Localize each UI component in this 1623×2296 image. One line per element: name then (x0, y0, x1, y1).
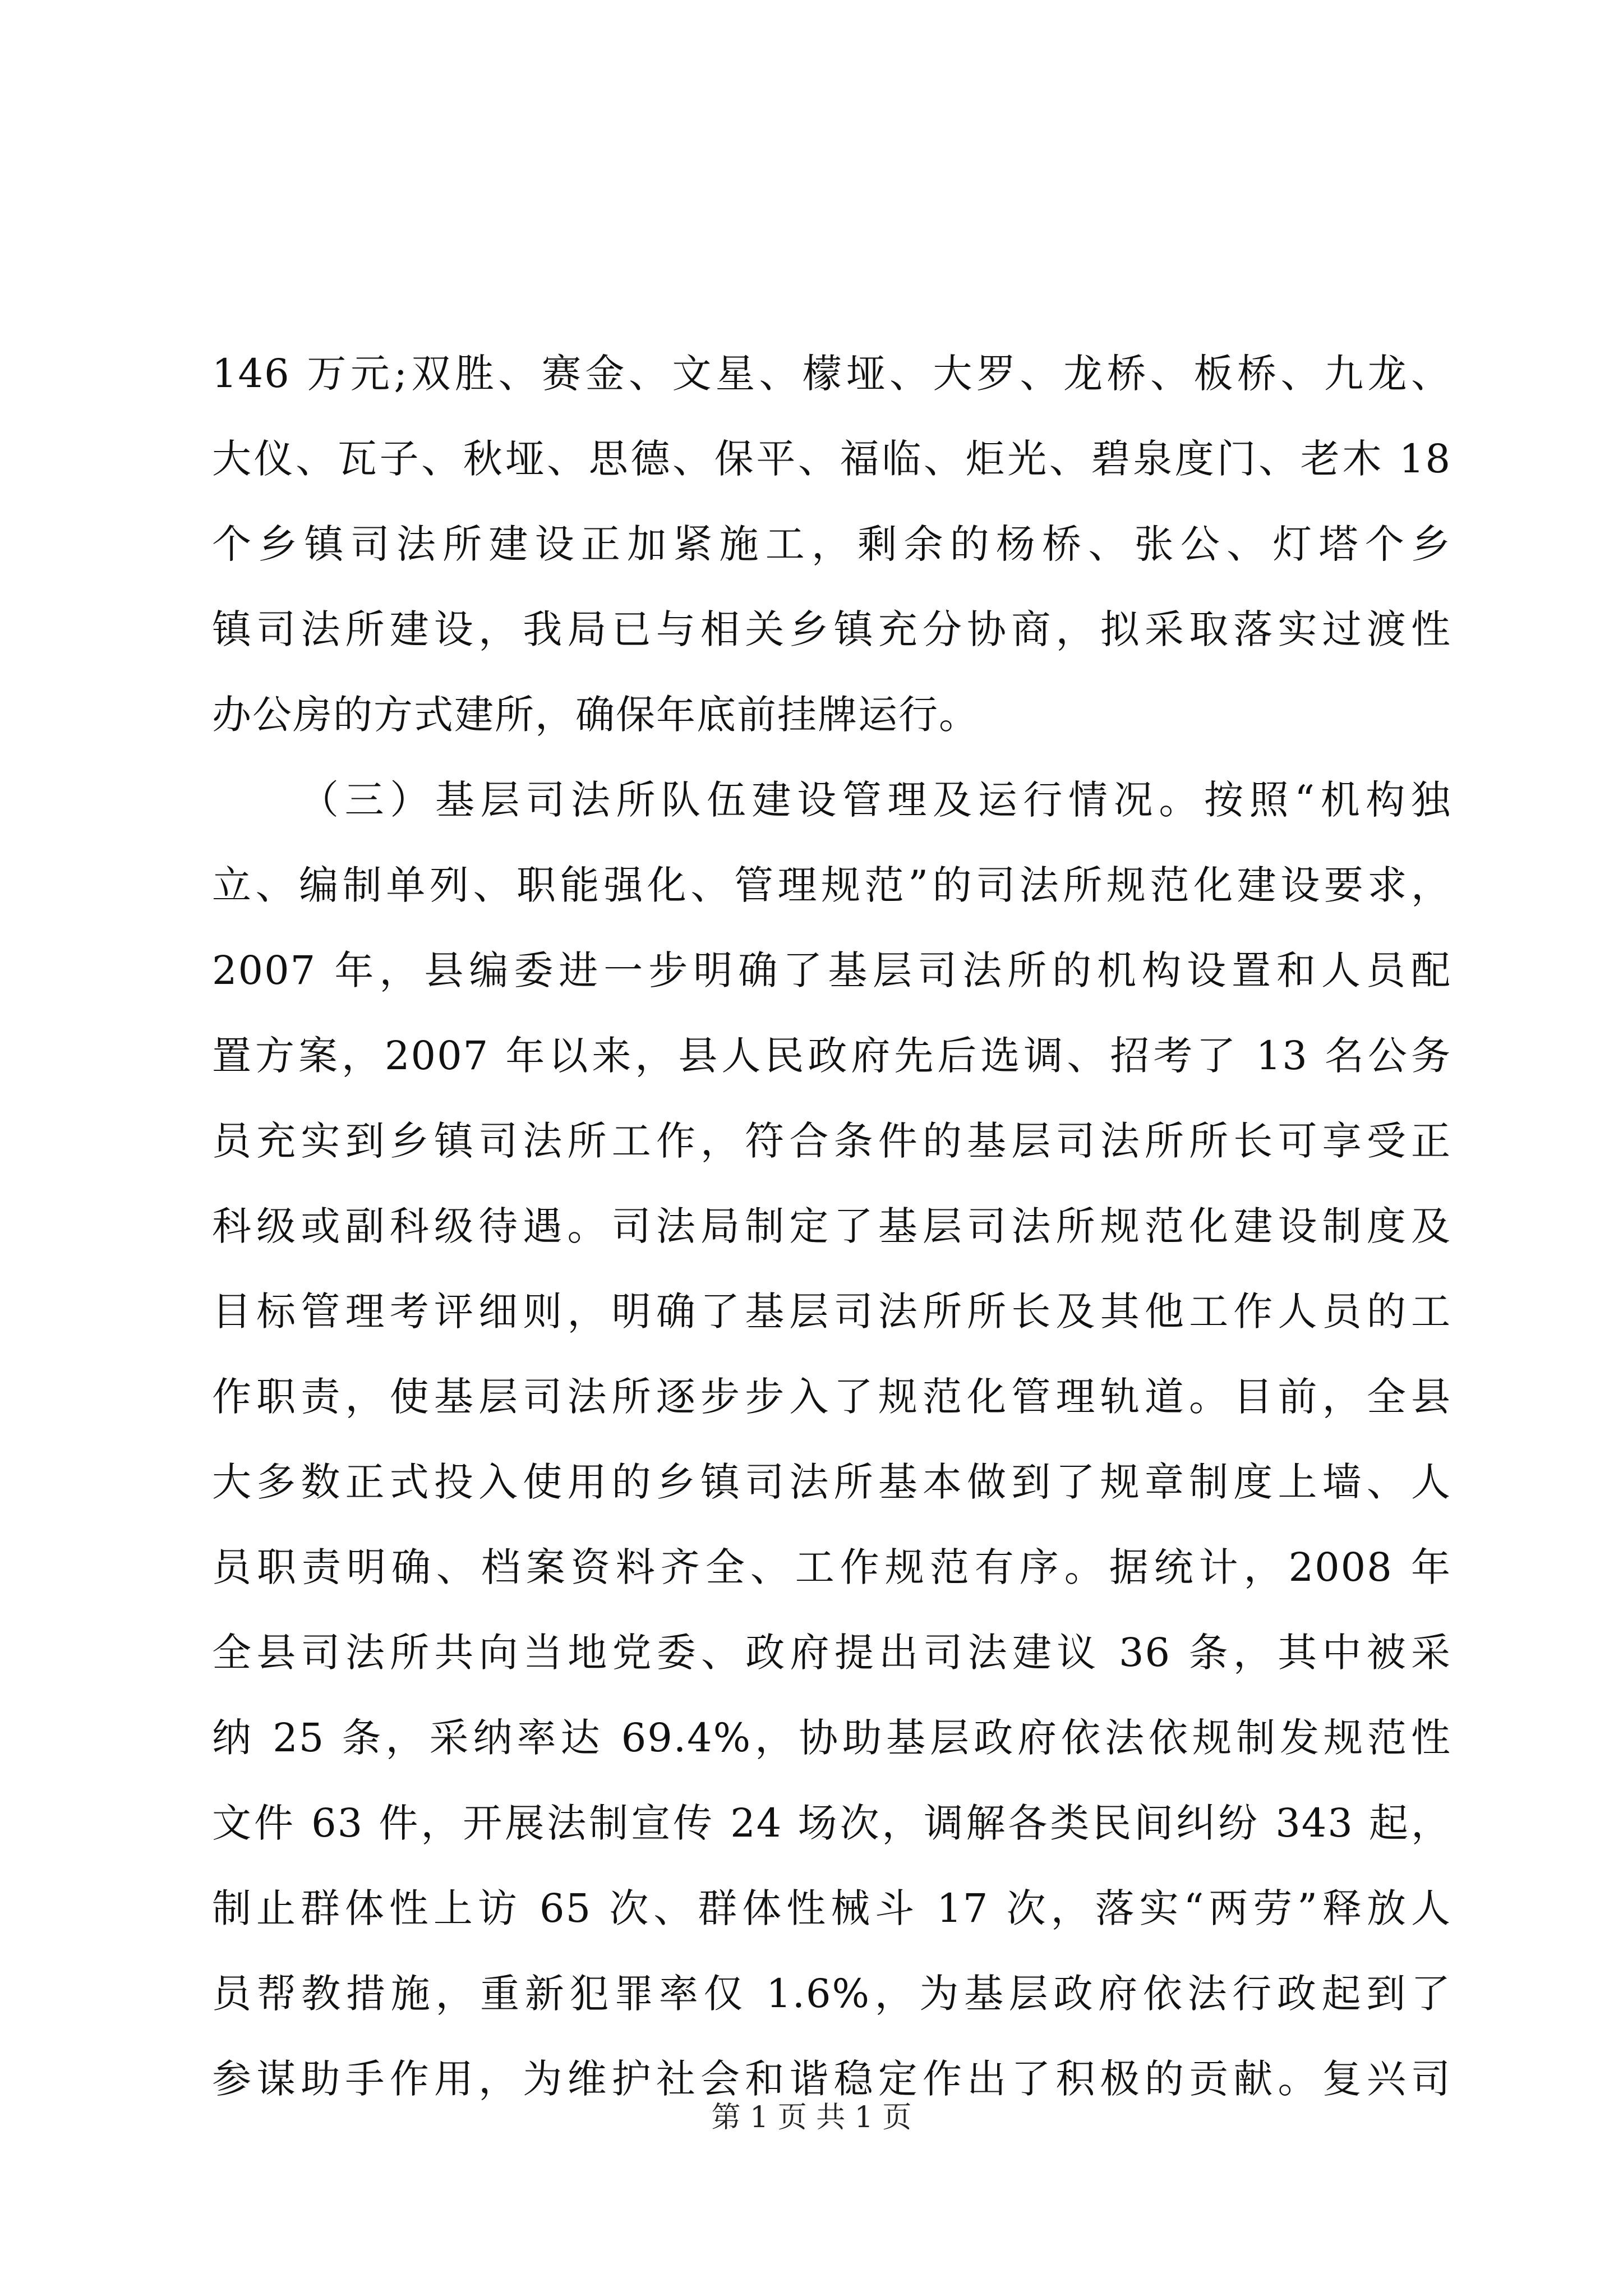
text-line-20: 员帮教措施，重新犯罪率仅 1.6%，为基层政府依法行政起到了 (212, 1971, 1451, 2017)
text-line-16: 全县司法所共向当地党委、政府提出司法建议 36 条，其中被采 (212, 1630, 1451, 1676)
text-line-8: 2007 年，县编委进一步明确了基层司法所的机构设置和人员配 (212, 947, 1451, 993)
text-line-12: 目标管理考评细则，明确了基层司法所所长及其他工作人员的工 (212, 1289, 1451, 1335)
document-body (212, 331, 1451, 2122)
text-line-14: 大多数正式投入使用的乡镇司法所基本做到了规章制度上墙、人 (212, 1459, 1451, 1505)
text-line-21: 参谋助手作用，为维护社会和谐稳定作出了积极的贡献。复兴司 (212, 2056, 1451, 2102)
text-line-13: 作职责，使基层司法所逐步步入了规范化管理轨道。目前，全县 (212, 1374, 1451, 1420)
page-number-label: 第 1 页 共 1 页 (711, 2101, 912, 2134)
text-line-7: 立、编制单列、职能强化、管理规范”的司法所规范化建设要求， (212, 862, 1451, 908)
text-line-5: 办公房的方式建所，确保年底前挂牌运行。 (212, 692, 979, 738)
text-line-10: 员充实到乡镇司法所工作，符合条件的基层司法所所长可享受正 (212, 1118, 1451, 1164)
text-line-6: （三）基层司法所队伍建设管理及运行情况。按照“机构独 (299, 777, 1451, 823)
text-line-19: 制止群体性上访 65 次、群体性械斗 17 次，落实“两劳”释放人 (212, 1885, 1451, 1931)
text-line-1: 146 万元;双胜、赛金、文星、檬垭、大罗、龙桥、板桥、九龙、 (212, 351, 1451, 397)
text-line-2: 大仪、瓦子、秋垭、思德、保平、福临、炬光、碧泉度门、老木 18 (212, 436, 1451, 482)
text-line-3: 个乡镇司法所建设正加紧施工，剩余的杨桥、张公、灯塔个乡 (212, 521, 1451, 567)
text-line-15: 员职责明确、档案资料齐全、工作规范有序。据统计，2008 年 (212, 1544, 1451, 1590)
text-line-18: 文件 63 件，开展法制宣传 24 场次，调解各类民间纠纷 343 起， (212, 1800, 1451, 1846)
text-line-4: 镇司法所建设，我局已与相关乡镇充分协商，拟采取落实过渡性 (212, 606, 1451, 652)
text-line-17: 纳 25 条，采纳率达 69.4%，协助基层政府依法依规制发规范性 (212, 1715, 1451, 1761)
text-line-11: 科级或副科级待遇。司法局制定了基层司法所规范化建设制度及 (212, 1203, 1451, 1249)
text-line-9: 置方案，2007 年以来，县人民政府先后选调、招考了 13 名公务 (212, 1033, 1451, 1079)
page-footer (0, 2098, 1623, 2137)
